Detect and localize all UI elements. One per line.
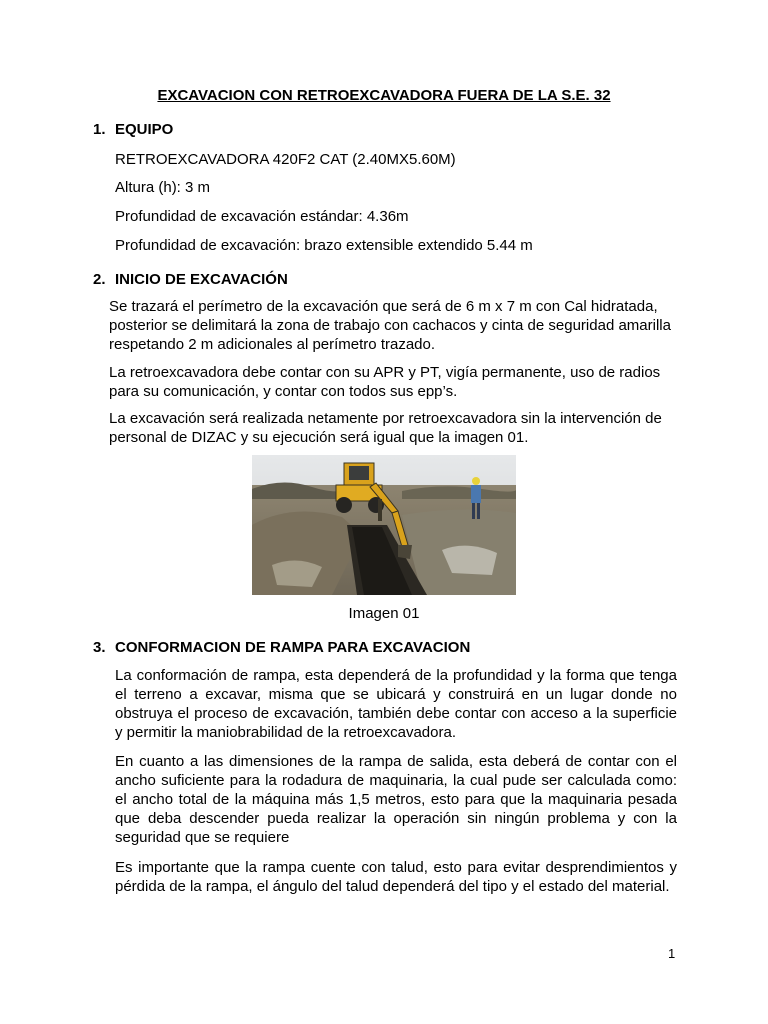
section-title: EQUIPO bbox=[115, 121, 174, 138]
equipment-depth-standard: Profundidad de excavación estándar: 4.36m bbox=[115, 208, 409, 225]
equipment-depth-extended: Profundidad de excavación: brazo extensible extendido 5.44 m bbox=[115, 237, 533, 254]
paragraph-apr-pt: La retroexcavadora debe contar con su APR y PT, vigía permanente, uso de radios para su comunicación, y contar con todos sus epp’s. bbox=[109, 364, 661, 400]
section-number: 1. bbox=[93, 121, 106, 138]
section-title: INICIO DE EXCAVACIÓN bbox=[115, 271, 288, 288]
equipment-model: RETROEXCAVADORA 420F2 CAT (2.40MX5.60M) bbox=[115, 151, 456, 168]
paragraph-ejecucion: La excavación será realizada netamente por retroexcavadora sin la intervención de personal de DIZAC y su ejecución será igual que la imagen 01. bbox=[109, 410, 662, 446]
document-title: EXCAVACION CON RETROEXCAVADORA FUERA DE LA S.E. 32 bbox=[157, 87, 611, 104]
section-number: 2. bbox=[93, 271, 106, 288]
section-number: 3. bbox=[93, 639, 106, 656]
paragraph-dimensiones: En cuanto a las dimensiones de la rampa de salida, esta deberá de contar con el ancho suficiente para la rodadura de maquinaria, la cual pude ser calculada como: el ancho total de la máquina más 1,5 metros, esto para que la maquinaria pesada que deba descender pueda realizar la operación sin ningún problema y con la seguridad que se requiere bbox=[115, 753, 677, 846]
image-caption: Imagen 01 bbox=[348, 605, 420, 622]
paragraph-talud: Es importante que la rampa cuente con talud, esto para evitar desprendimientos y pérdida de la rampa, el ángulo del talud dependerá del tipo y el estado del material. bbox=[115, 859, 677, 895]
backhoe-excavation-photo bbox=[252, 455, 516, 595]
section-title: CONFORMACION DE RAMPA PARA EXCAVACION bbox=[115, 639, 471, 656]
equipment-height: Altura (h): 3 m bbox=[115, 179, 211, 196]
page-number: 1 bbox=[668, 946, 676, 961]
paragraph-conformacion: La conformación de rampa, esta dependerá de la profundidad y la forma que tenga el terreno a excavar, misma que se ubicará y construirá en un lugar donde no obstruya el proceso de excavación, también debe contar con acceso a la superficie y permitir la maniobrabilidad de la retroexcavadora. bbox=[115, 667, 677, 741]
paragraph-perimetro: Se trazará el perímetro de la excavación que será de 6 m x 7 m con Cal hidratada, posterior se delimitará la zona de trabajo con cachacos y cinta de seguridad amarilla respetando 2 m adicionales al perímetro trazado. bbox=[109, 298, 671, 353]
